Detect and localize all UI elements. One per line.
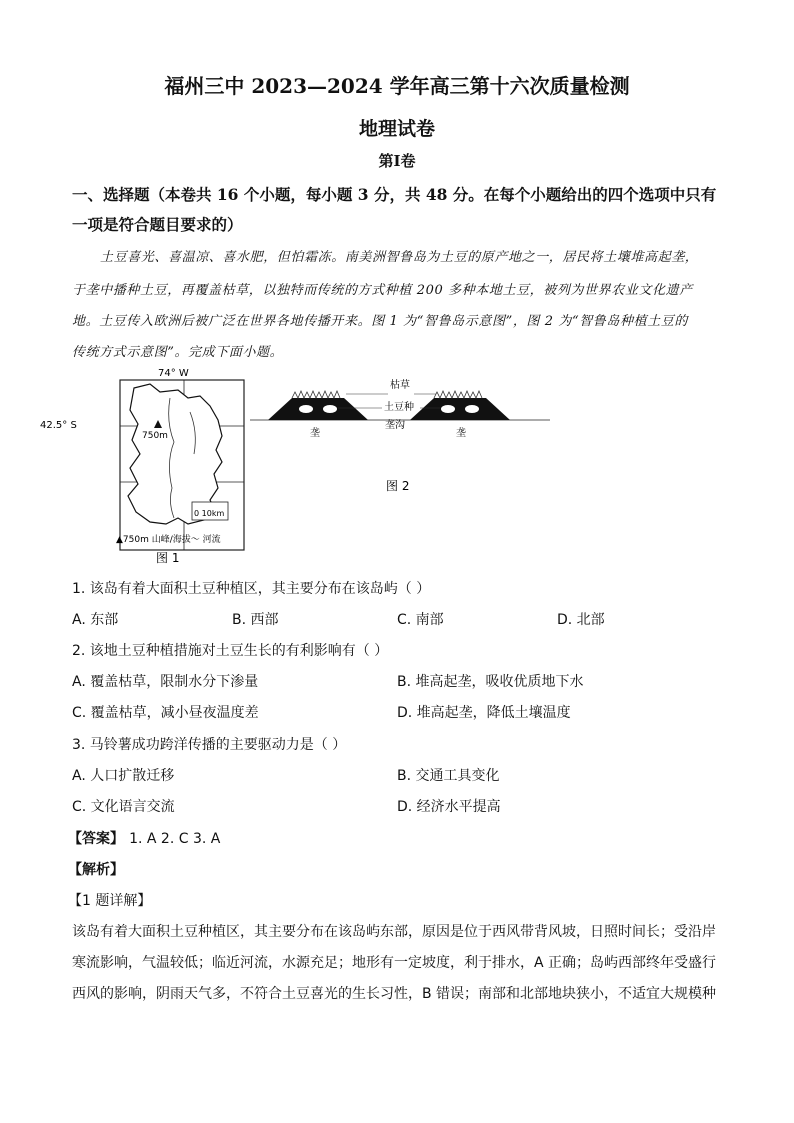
ridge-right (410, 398, 510, 420)
q2-option-a[interactable]: A. 覆盖枯草，限制水分下渗量 (72, 674, 259, 690)
q2-option-d[interactable]: D. 堆高起垄，降低土壤温度 (397, 705, 571, 721)
grass-icon (434, 391, 482, 398)
passage-line: 地。土豆传入欧洲后被广泛在世界各地传播开来。图 1 为“智鲁岛示意图”，图 2 为“智鲁岛种植土豆的 (72, 314, 689, 329)
ditch-label: 垄沟 (385, 420, 405, 431)
figure1-caption: 图 1 (156, 551, 180, 565)
answer-text: 1. A 2. C 3. A (129, 831, 221, 847)
question-1-stem: 1. 该岛有着大面积土豆种植区，其主要分布在该岛屿（ ） (72, 581, 431, 597)
figure1-map (38, 362, 248, 572)
q1-option-d[interactable]: D. 北部 (557, 612, 605, 628)
detail-line: 该岛有着大面积土豆种植区，其主要分布在该岛屿东部，原因是位于西风带背风坡，日照时间长；受沿岸 (72, 924, 716, 940)
map-legend: ▲750m 山峰/海拔〜 河流 (116, 535, 221, 545)
detail-label: 【1 题详解】 (68, 893, 152, 909)
passage-line: 于垄中播种土豆，再覆盖枯草，以独特而传统的方式种植 200 多种本地土豆，被列为世界农业文化遗产 (72, 283, 693, 298)
potato-seed-icon (441, 405, 455, 413)
q2-option-b[interactable]: B. 堆高起垄，吸收优质地下水 (397, 674, 584, 690)
q2-option-c[interactable]: C. 覆盖枯草，减小昼夜温度差 (72, 705, 259, 721)
section-heading-line2: 一项是符合题目要求的） (72, 215, 243, 234)
latitude-label: 42.5° S (40, 420, 77, 431)
q1-option-b[interactable]: B. 西部 (232, 612, 279, 628)
potato-seed-icon (323, 405, 337, 413)
seed-label: 土豆种 (384, 402, 414, 413)
scale-label: 0 10km (194, 509, 225, 518)
answer-label: 【答案】 (68, 831, 124, 847)
section-heading-line1: 一、选择题（本卷共 16 个小题，每小题 3 分，共 48 分。在每个小题给出的四个选项中只有 (72, 185, 717, 204)
q3-option-d[interactable]: D. 经济水平提高 (397, 799, 501, 815)
potato-seed-icon (465, 405, 479, 413)
grass-label: 枯草 (390, 380, 410, 391)
detail-line: 西风的影响，阴雨天气多，不符合土豆喜光的生长习性，B 错误；南部和北部地块狭小，不适宜大规模种 (72, 986, 717, 1002)
q1-option-a[interactable]: A. 东部 (72, 612, 119, 628)
subject-title: 地理试卷 (358, 118, 435, 140)
potato-seed-icon (299, 405, 313, 413)
detail-line: 寒流影响，气温较低；临近河流，水源充足；地形有一定坡度，利于排水，A 正确；岛屿西部终年受盛行 (72, 955, 717, 971)
q3-option-b[interactable]: B. 交通工具变化 (397, 768, 500, 784)
question-2-stem: 2. 该地土豆种植措施对土豆生长的有利影响有（ ） (72, 643, 389, 659)
ridge-left-label: 垄 (310, 428, 320, 439)
q3-option-a[interactable]: A. 人口扩散迁移 (72, 768, 175, 784)
question-3-stem: 3. 马铃薯成功跨洋传播的主要驱动力是（ ） (72, 737, 347, 753)
ridge-left (268, 398, 368, 420)
passage-line: 传统方式示意图”。完成下面小题。 (72, 345, 284, 360)
figure2-diagram (250, 380, 560, 500)
exam-title: 福州三中 2023—2024 学年高三第十六次质量检测 (164, 74, 630, 98)
q1-option-c[interactable]: C. 南部 (397, 612, 444, 628)
passage-line: 土豆喜光、喜温凉、喜水肥，但怕霜冻。南美洲智鲁岛为土豆的原产地之一，居民将土壤堆高起垄， (100, 250, 699, 265)
answer-line (68, 828, 220, 848)
part-title: 第Ⅰ卷 (378, 152, 416, 170)
q3-option-c[interactable]: C. 文化语言交流 (72, 799, 175, 815)
grass-icon (292, 391, 340, 398)
longitude-label: 74° W (158, 368, 189, 379)
peak-label: 750m (142, 431, 168, 441)
analysis-label: 【解析】 (68, 862, 124, 878)
ridge-right-label: 垄 (456, 428, 466, 439)
figure2-caption: 图 2 (386, 479, 410, 493)
